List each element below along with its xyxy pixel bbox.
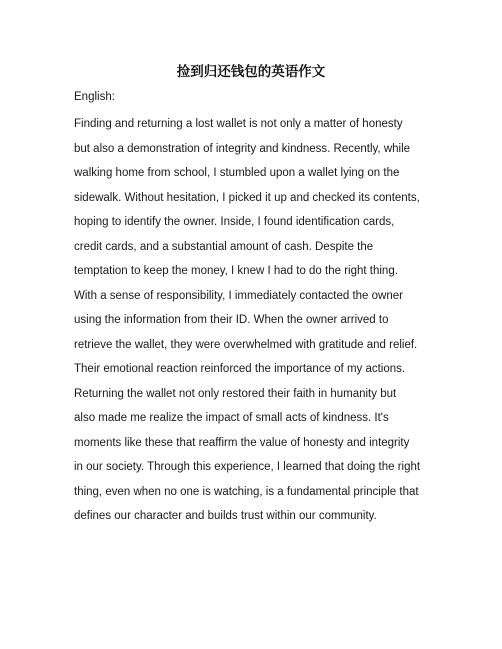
language-label: English: [74,91,115,103]
essay-line: walking home from school, I stumbled upon a wallet lying on the [74,167,400,179]
essay-line: thing, even when no one is watching, is a fundamental principle that [74,485,419,498]
essay-line: temptation to keep the money, I knew I had to do the right thing. [74,265,398,277]
essay-line: also made me realize the impact of small acts of kindness. It's [74,412,389,424]
essay-line: Finding and returning a lost wallet is not only a matter of honesty [74,118,403,130]
document-title: 捡到归还钱包的英语作文 [176,64,326,80]
essay-line: With a sense of responsibility, I immediately contacted the owner [74,289,403,302]
essay-line: but also a demonstration of integrity and kindness. Recently, while [74,142,411,155]
essay-line: credit cards, and a substantial amount of cash. Despite the [74,240,374,253]
essay-line: retrieve the wallet, they were overwhelmed with gratitude and relief. [74,338,418,351]
essay-line: defines our character and builds trust within our community. [74,510,377,522]
essay-line: in our society. Through this experience, I learned that doing the right [74,461,421,473]
essay-line: Returning the wallet not only restored their faith in humanity but [74,387,397,400]
essay-line: moments like these that reaffirm the value of honesty and integrity [74,436,410,449]
essay-line: using the information from their ID. When the owner arrived to [74,314,389,326]
essay-line: sidewalk. Without hesitation, I picked it up and checked its contents, [74,191,420,204]
essay-line: hoping to identify the owner. Inside, I found identification cards, [74,216,395,228]
essay-body [74,112,434,529]
essay-line: Their emotional reaction reinforced the importance of my actions. [74,363,406,375]
